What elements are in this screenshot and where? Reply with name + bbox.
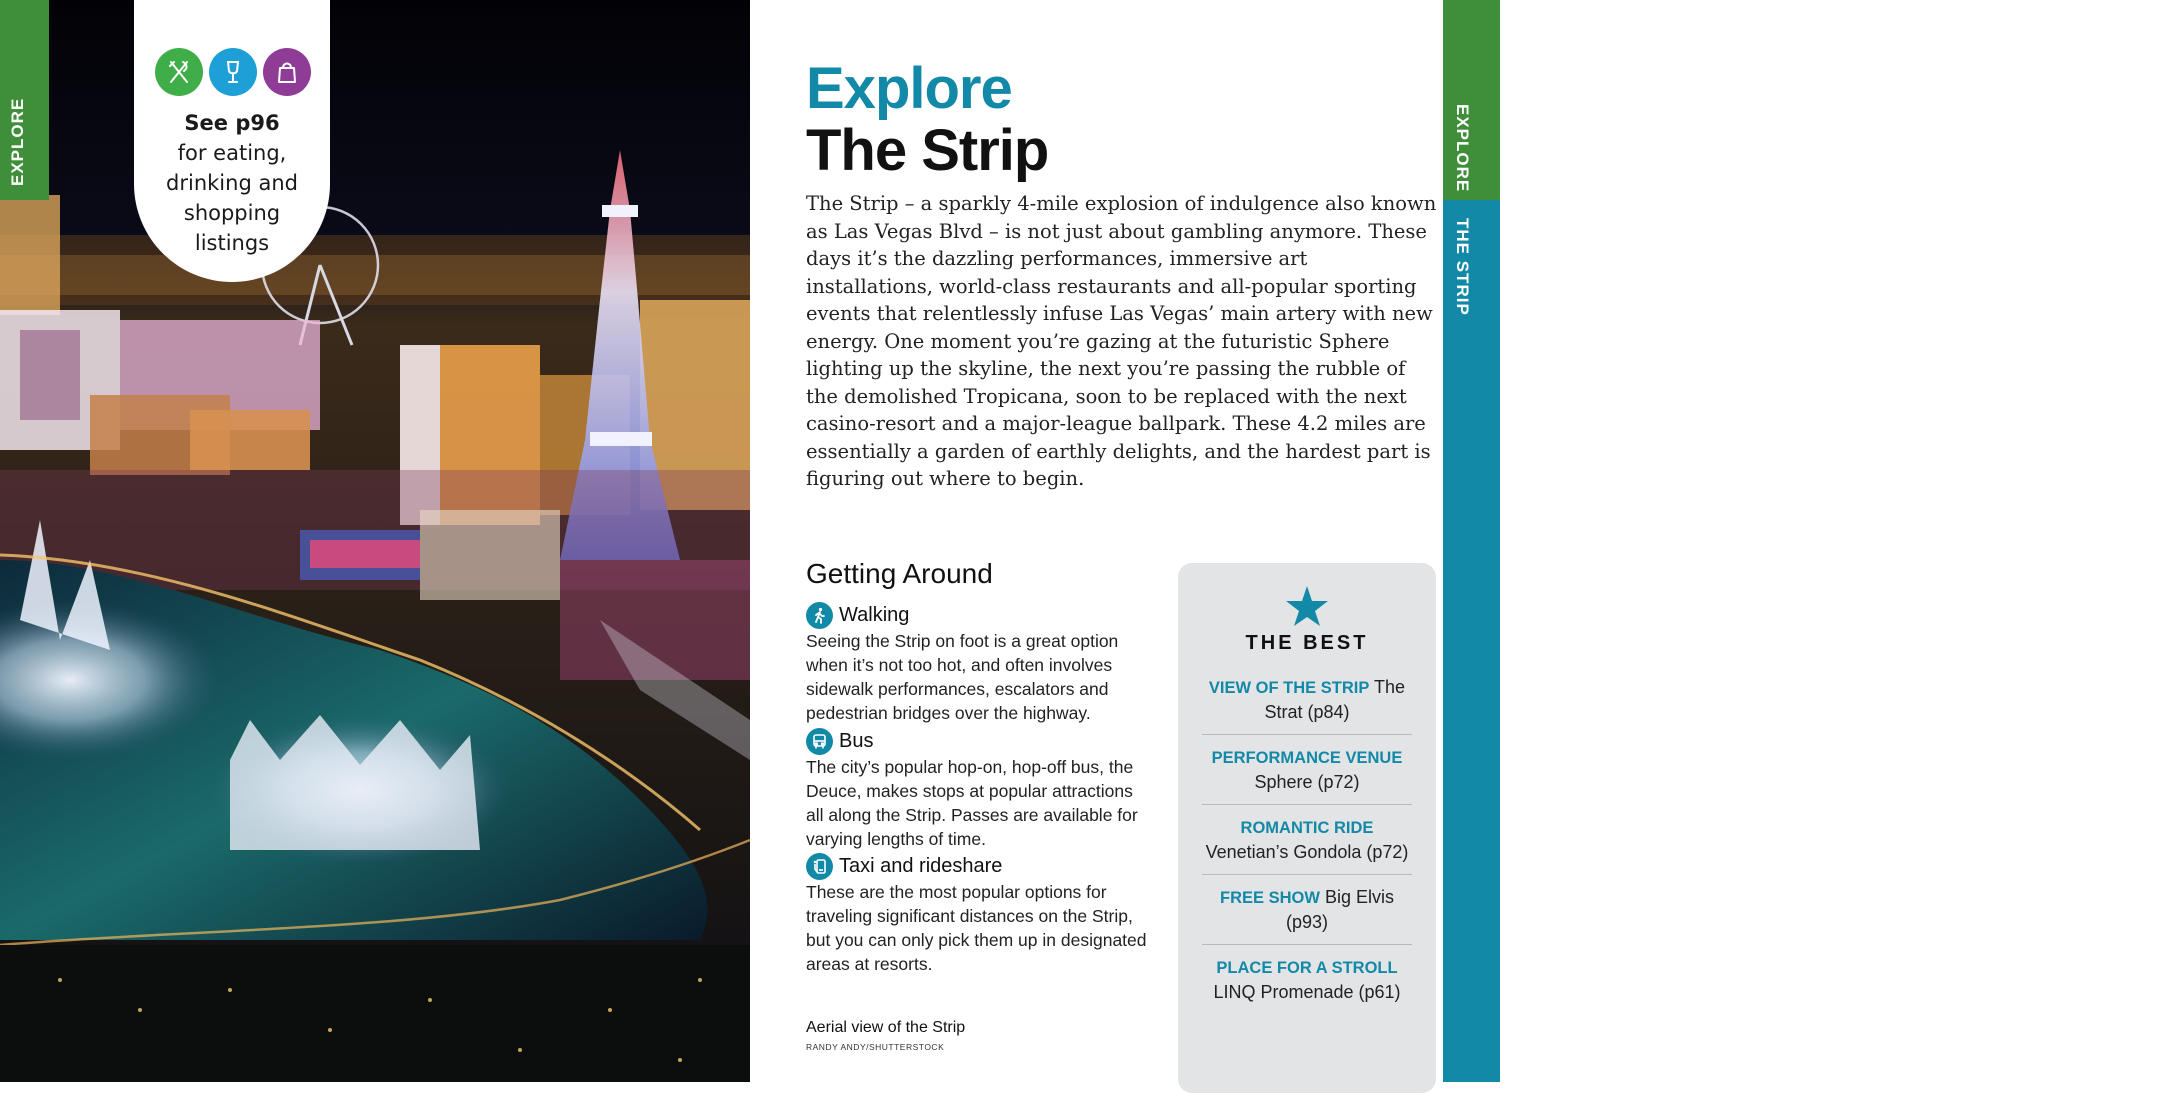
best-item [1202, 675, 1412, 735]
left-page [0, 0, 750, 1082]
getting-around-walking [806, 601, 1151, 725]
best-item-value: Sphere (p72) [1254, 771, 1360, 792]
walking-title: Walking [839, 603, 910, 626]
bus-text: The city’s popular hop-on, hop-off bus, the Deuce, makes stops at popular attractions all along the Strip. Passes are available for varying lengths of time. [806, 757, 1138, 849]
best-item [1202, 815, 1412, 875]
shopping-icon [263, 48, 311, 96]
star-icon [1285, 585, 1329, 627]
las-vegas-strip-aerial-photo [0, 0, 750, 1082]
getting-around-taxi [806, 852, 1151, 976]
explore-tab-label: EXPLORE [1453, 104, 1472, 193]
best-item [1202, 745, 1412, 805]
bus-icon [806, 728, 833, 755]
drinking-icon [209, 48, 257, 96]
explore-tab-right [1443, 0, 1500, 200]
best-item-category: VIEW OF THE STRIP [1208, 679, 1370, 697]
photo-credit: RANDY ANDY/SHUTTERSTOCK [806, 1042, 945, 1052]
best-item [1202, 955, 1412, 1014]
listings-callout [134, 0, 330, 282]
intro-paragraph: The Strip – a sparkly 4-mile explosion of indulgence also known as Las Vegas Blvd – is not just about gambling anymore. These days it’s the dazzling performances, immersive art installations, world-class restaurants and all-popular sporting events that relentlessly infuse Las Vegas’ main artery with new energy. One moment you’re gazing at the futuristic Sphere lighting up the skyline, the next you’re passing the rubble of the demolished Tropicana, soon to be replaced with the next casino-resort and a major-league ballpark. These 4.2 miles are essentially a garden of earthly delights, and the hardest part is figuring out where to begin. [806, 192, 1437, 490]
explore-tab-left [0, 0, 49, 200]
callout-icons [155, 48, 311, 96]
callout-line: for eating, [177, 141, 287, 165]
the-best-title: THE BEST [1245, 632, 1369, 654]
walking-text: Seeing the Strip on foot is a great option when it’s not too hot, and often involves sidewalk performances, escalators and pedestrian bridges over the highway. [806, 631, 1119, 723]
photo-caption: Aerial view of the Strip [806, 1019, 966, 1036]
callout-line: drinking and [166, 171, 298, 195]
eating-icon [155, 48, 203, 96]
taxi-title: Taxi and rideshare [839, 854, 1003, 877]
best-item-value: LINQ Promenade (p61) [1213, 981, 1401, 1002]
best-item-value: The Strat (p84) [1264, 677, 1406, 722]
taxi-icon [806, 853, 833, 880]
walking-icon [806, 602, 833, 629]
right-page [750, 0, 2170, 1082]
section-tab [1443, 200, 2170, 1082]
best-item [1202, 885, 1412, 945]
page-title: The Strip [806, 118, 1049, 183]
callout-page-ref[interactable]: See p96 [184, 111, 280, 135]
page-number: 45 [2152, 1021, 2170, 1038]
callout-text [134, 108, 330, 258]
best-item-category: FREE SHOW [1220, 889, 1320, 907]
best-item-category: PERFORMANCE VENUE [1211, 749, 1403, 767]
callout-line: shopping [183, 201, 281, 225]
best-item-category: ROMANTIC RIDE [1240, 819, 1374, 837]
the-best-list [1202, 675, 1412, 1024]
taxi-text: These are the most popular options for traveling significant distances on the Strip, but you can only pick them up in designated areas at resorts. [806, 882, 1147, 974]
callout-line: listings [194, 231, 270, 255]
heading-explore: Explore [806, 56, 1012, 121]
best-item-category: PLACE FOR A STROLL [1216, 959, 1398, 977]
getting-around-heading: Getting Around [806, 558, 993, 589]
the-best-box [1178, 563, 1436, 1093]
best-item-value: Big Elvis (p93) [1285, 887, 1394, 932]
getting-around-bus [806, 727, 1151, 851]
explore-tab-label: EXPLORE [8, 97, 27, 186]
bus-title: Bus [839, 729, 874, 752]
best-item-value: Venetian’s Gondola (p72) [1205, 841, 1409, 862]
section-tab-label: THE STRIP [1453, 218, 1472, 316]
